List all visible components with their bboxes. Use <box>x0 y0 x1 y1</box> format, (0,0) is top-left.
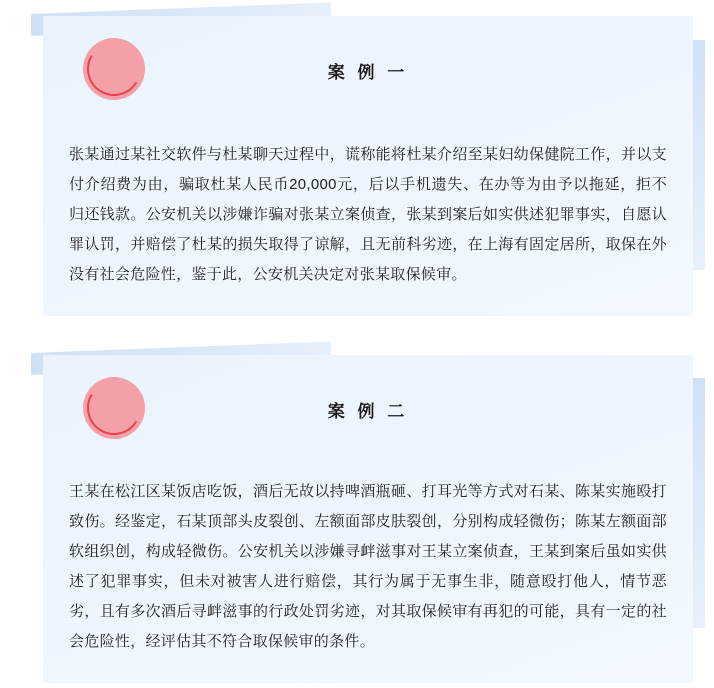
case-title-1: 案 例 一 <box>327 63 409 82</box>
case-title-2: 案 例 二 <box>327 402 409 421</box>
case-text-2: 王某在松江区某饭店吃饭，酒后无故以持啤酒瓶砸、打耳光等方式对石某、陈某实施殴打致伤。经鉴定，石某顶部头皮裂创、左额面部皮肤裂创，分别构成轻微伤；陈某左额面部软组织创，构成轻微伤。公安机关以涉嫌寻衅滋事对王某立案侦查，王某到案后虽如实供述了犯罪事实，但未对被害人进行赔偿，其行为属于无事生非，随意殴打他人，情节恶劣，且有多次酒后寻衅滋事的行政处罚劣迹，对其取保候审有再犯的可能，具有一定的社会危险性，经评估其不符合取保候审的条件。 <box>69 483 667 650</box>
case-card-body-1 <box>43 16 693 316</box>
case-card-2 <box>21 316 693 683</box>
decorative-side-strip <box>691 40 705 270</box>
case-card-1 <box>21 0 693 316</box>
case-card-body-2 <box>43 355 693 683</box>
case-header-2 <box>69 373 667 459</box>
case-header-1 <box>69 34 667 120</box>
decorative-side-strip <box>691 378 705 628</box>
case-text-1: 张某通过某社交软件与杜某聊天过程中，谎称能将杜某介绍至某妇幼保健院工作，并以支付介绍费为由，骗取杜某人民币20,000元，后以手机遗失、在办等为由予以拖延，拒不归还钱款。公安机关以涉嫌诈骗对张某立案侦查，张某到案后如实供述犯罪事实，自愿认罪认罚，并赔偿了杜某的损失取得了谅解，且无前科劣迹，在上海有固定居所，取保在外没有社会危险性，鉴于此，公安机关决定对张某取保候审。 <box>69 146 667 283</box>
